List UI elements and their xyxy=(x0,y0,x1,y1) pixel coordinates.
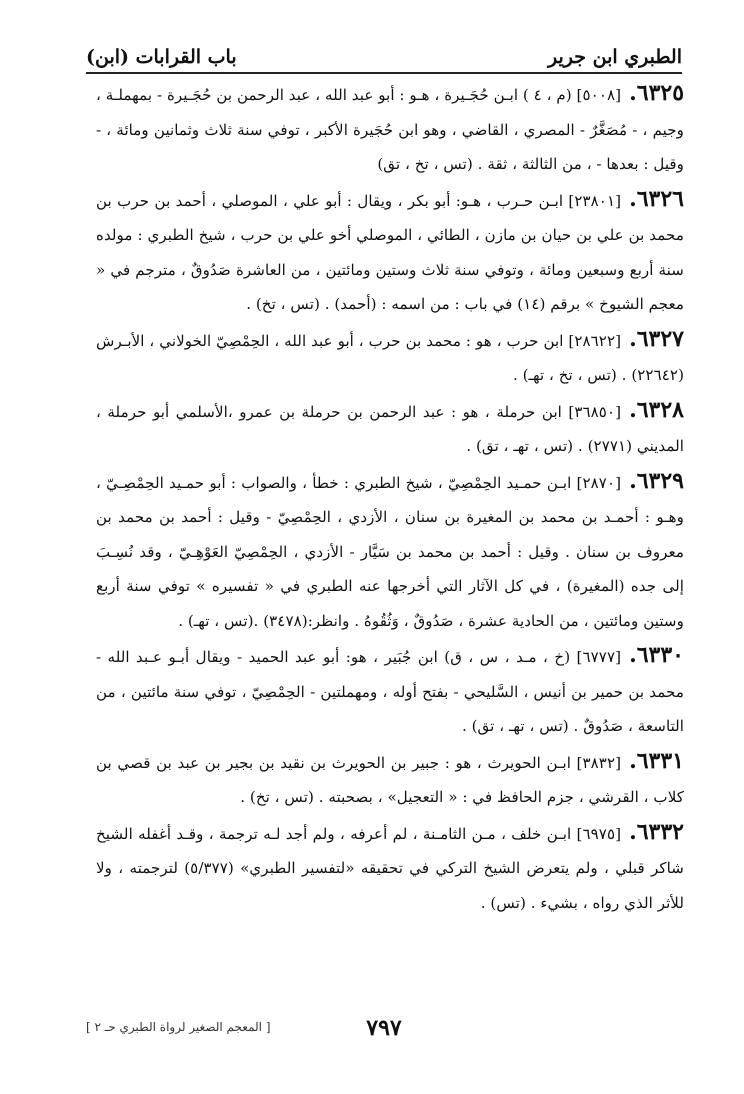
entry-number: ٦٣٢٧. xyxy=(629,325,684,352)
entry-text: [٦٩٧٥] ابـن خلف ، مـن الثامـنة ، لم أعرفه ، ولم أجد لـه ترجمة ، وقـد أغفله الشيخ شاكر قبلي ، ولم يتعرض الشيخ التركي في تحقيقه «لتفسير الطبري» (٥/٣٧٧) لترجمته ، ولا للأثر الذي رواه ، بشيء . (تس) . xyxy=(96,824,684,912)
header-chapter-title: باب القرابات (ابن) xyxy=(86,46,237,68)
entry-number: ٦٣٢٩. xyxy=(629,467,684,494)
page-number: ٧٩٧ xyxy=(366,1015,402,1041)
entry-text: [٢٨٧٠] ابـن حمـيد الحِمْصِيّ ، شيخ الطبري : خطأ ، والصواب : أبو حمـيد الحِمْصِـيّ ، وهـو : أحمـد بن محمد بن المغيرة بن سنان ، الأزدي ، الحِمْصِيّ - وقيل : أحمد بن محمد بن معروف بن سنان . وقيل : أحمد بن محمد بن سَيَّار - الأزدي ، الحِمْصِيّ العَوْهِـيّ ، وقد نُسِـبَ إلى جده (المغيرة) ، في كل الآثار التي أخرجها عنه الطبري في « تفسيره » توفي سنة أربع وستين ومائتين ، من الحادية عشرة ، صَدُوقٌ ، وَثُقُوهُ . وانظر:(٣٤٧٨) .(تس ، تهـ) . xyxy=(96,473,684,630)
entry-text: [٢٣٨٠١] ابـن حـرب ، هـو: أبو بكر ، ويقال : أبو علي ، الموصلي ، أحمد بن حرب بن محمد بن علي بن حيان بن مازن ، الطائي ، الموصلي أخو علي بن حرب ، شيخ الطبري : مولده سنة أربع وسبعين ومائة ، وتوفي سنة ثلاث وستين ومائتين ، من العاشرة صَدُوقٌ ، مترجم في « معجم الشيوخ » برقم (١٤) في باب : من اسمه : (أحمد) . (تس ، تخ) . xyxy=(96,191,684,313)
entry-6330 xyxy=(96,638,684,744)
entry-number: ٦٣٢٦. xyxy=(629,185,684,212)
entry-6328 xyxy=(96,393,684,464)
entry-6327 xyxy=(96,322,684,393)
header-book-title: الطبري ابن جرير xyxy=(547,46,682,68)
running-header xyxy=(86,28,682,74)
entry-text: [٥٠٠٨] (م ، ٤ ) ابـن حُجَـيرة ، هـو : أبو عبد الله ، عبد الرحمن بن حُجَـيرة - بمهملـة ، وجيم ، - مُصَغَّرٌ - المصري ، القاضي ، وهو ابن حُجَيرة الأكبر ، توفي سنة ثلاث وثمانين ومائة ، - وقيل : بعدها - ، من الثالثة ، ثقة . (تس ، تخ ، تق) xyxy=(96,86,684,173)
page-footer xyxy=(86,1008,682,1048)
entry-text: [٢٨٦٢٢] ابن حرب ، هو : محمد بن حرب ، أبو عبد الله ، الحِمْصِيّ الخولاني ، الأبـرش (٢٢٦٤٢) . (تس ، تخ ، تهـ) . xyxy=(96,331,684,384)
entry-number: ٦٣٣٢. xyxy=(629,818,684,845)
entry-6329 xyxy=(96,464,684,639)
entry-number: ٦٣٢٨. xyxy=(629,396,684,423)
entry-6332 xyxy=(96,815,684,921)
entry-6331 xyxy=(96,744,684,815)
entry-number: ٦٣٣٠. xyxy=(629,642,684,668)
entry-6326 xyxy=(96,182,684,322)
entry-6325 xyxy=(96,76,684,182)
entry-number: ٦٣٣١. xyxy=(629,747,684,774)
series-title: [ المعجم الصغير لرواة الطبري حـ ٢ ] xyxy=(86,1020,271,1034)
entries-body xyxy=(96,76,684,920)
entry-text: [٣٨٣٢] ابـن الحويرث ، هو : جبير بن الحويرث بن نقيد بن بجير بن عبد بن قصي بن كلاب ، القرشي ، جزم الحافظ في : « التعجيل» ، بصحبته . (تس ، تخ) . xyxy=(96,753,684,806)
entry-text: [٦٧٧٧] (خ ، مـد ، س ، ق) ابن جُبَير ، هو: أبو عبد الحميد - ويقال أبـو عـبد الله - محمد بن حمير بن أنيس ، السَّليحي - بفتح أوله ، ومهملتين - الحِمْصِيّ ، توفي سنة مائتين ، من التاسعة ، صَدُوقٌ . (تس ، تهـ ، تق) . xyxy=(96,648,684,735)
entry-text: [٣٦٨٥٠] ابن حرملة ، هو : عبد الرحمن بن حرملة بن عمرو ،الأسلمي أبو حرملة ، المديني (٢٧٧١) . (تس ، تهـ ، تق) . xyxy=(96,402,684,455)
entry-number: ٦٣٢٥. xyxy=(629,80,685,106)
